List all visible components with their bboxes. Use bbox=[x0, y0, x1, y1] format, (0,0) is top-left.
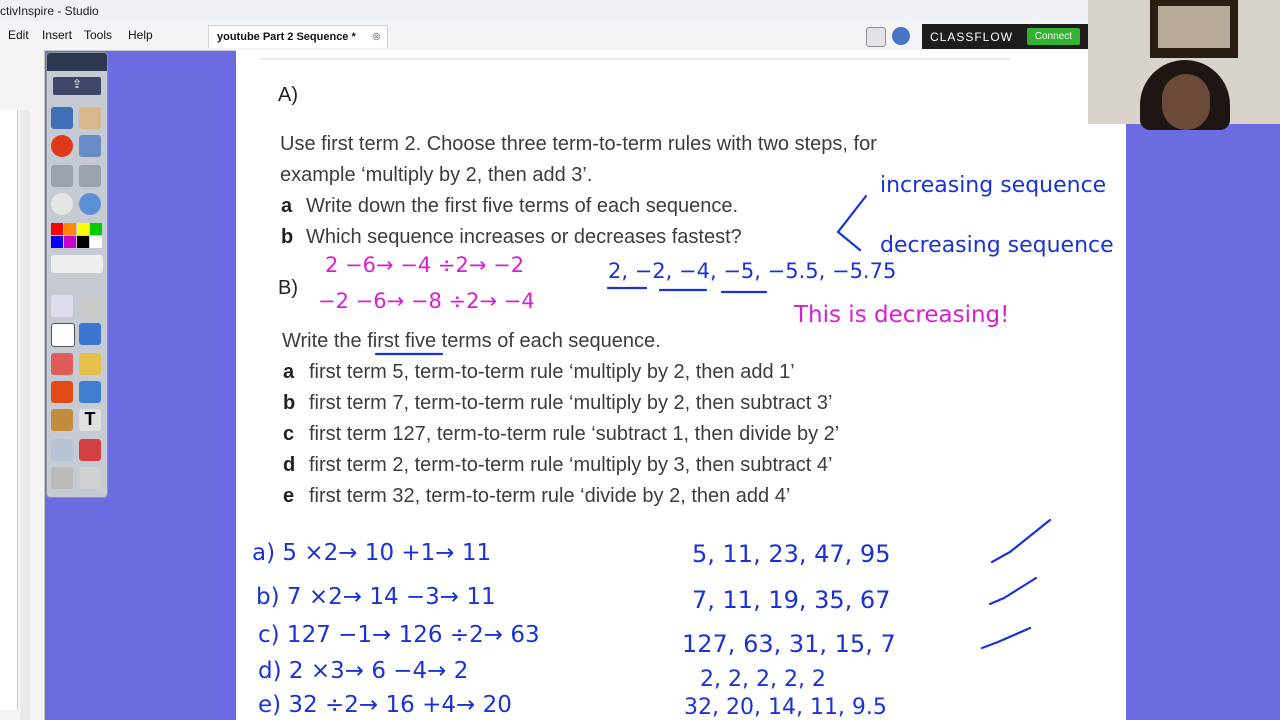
menu-tools[interactable]: Help bbox=[128, 28, 153, 42]
part-a-intro-line2: example ‘multiply by 2, then add 3’. bbox=[280, 164, 593, 186]
answer-a: 5, 11, 23, 47, 95 bbox=[692, 540, 891, 568]
share-icon[interactable]: ⇪ bbox=[53, 77, 101, 95]
part-b-intro: Write the first five terms of each sequence. bbox=[282, 330, 661, 352]
part-a-item-b-letter: b bbox=[281, 226, 294, 248]
work-a: a) 5 ×2→ 10 +1→ 11 bbox=[252, 540, 492, 566]
checkmark-c bbox=[982, 628, 1030, 648]
part-a-item-a-letter: a bbox=[281, 195, 293, 217]
note-seq-top: 2, −2, −4, −5, −5.5, −5.75 bbox=[608, 259, 897, 283]
part-b-item-e-letter: e bbox=[283, 485, 295, 507]
connect-button[interactable]: Connect bbox=[1027, 28, 1080, 45]
menu-view[interactable]: Insert bbox=[42, 28, 73, 42]
part-b-item-c-letter: c bbox=[283, 423, 295, 445]
part-b-item-c-text: first term 127, term-to-term rule ‘subtract 1, then divide by 2’ bbox=[309, 423, 840, 445]
part-a-item-a-text: Write down the first five terms of each sequence. bbox=[306, 195, 739, 217]
note-magenta-row2: −2 −6→ −8 ÷2→ −4 bbox=[318, 289, 535, 313]
answer-e: 32, 20, 14, 11, 9.5 bbox=[684, 695, 887, 720]
work-e: e) 32 ÷2→ 16 +4→ 20 bbox=[258, 692, 512, 718]
tab-close-icon[interactable]: ⊗ bbox=[371, 31, 381, 43]
window-title: ctivInspire - Studio bbox=[0, 4, 99, 18]
note-magenta-row1: 2 −6→ −4 ÷2→ −2 bbox=[325, 253, 525, 277]
bracket-arrow bbox=[838, 196, 866, 250]
menu-insert[interactable]: Tools bbox=[84, 28, 113, 42]
answer-d: 2, 2, 2, 2, 2 bbox=[700, 667, 826, 692]
work-c: c) 127 −1→ 126 ÷2→ 63 bbox=[258, 622, 540, 648]
work-b: b) 7 ×2→ 14 −3→ 11 bbox=[256, 584, 496, 610]
answer-c: 127, 63, 31, 15, 7 bbox=[682, 630, 896, 658]
checkmark-a bbox=[992, 520, 1050, 562]
part-b-item-b-text: first term 7, term-to-term rule ‘multiply by 2, then subtract 3’ bbox=[309, 392, 833, 414]
part-b-item-a-text: first term 5, term-to-term rule ‘multiply by 2, then add 1’ bbox=[309, 361, 795, 383]
note-decreasing: decreasing sequence bbox=[880, 233, 1114, 258]
part-b-label: B) bbox=[278, 277, 298, 299]
part-a-intro-line1: Use first term 2. Choose three term-to-term rules with two steps, for bbox=[280, 133, 877, 155]
checkmark-b bbox=[990, 578, 1036, 604]
part-a-label: A) bbox=[278, 84, 298, 106]
part-b-item-d-letter: d bbox=[283, 454, 296, 476]
classflow-logo: CLASSFLOW bbox=[930, 30, 1014, 44]
wall-picture bbox=[1150, 0, 1238, 58]
note-increasing: increasing sequence bbox=[880, 173, 1107, 198]
part-b-item-a-letter: a bbox=[283, 361, 295, 383]
presenter-face bbox=[1162, 74, 1210, 130]
part-b-item-e-text: first term 32, term-to-term rule ‘divide by 2, then add 4’ bbox=[309, 485, 791, 507]
menu-edit[interactable]: Edit bbox=[8, 28, 29, 42]
part-b-item-b-letter: b bbox=[283, 392, 296, 414]
part-b-item-d-text: first term 2, term-to-term rule ‘multiply by 3, then subtract 4’ bbox=[309, 454, 833, 476]
text-icon[interactable]: T bbox=[79, 409, 101, 431]
tab-document-label: youtube Part 2 Sequence * bbox=[217, 31, 356, 43]
part-a-item-b-text: Which sequence increases or decreases fastest? bbox=[306, 226, 742, 248]
note-this-is-decreasing: This is decreasing! bbox=[794, 302, 1010, 328]
work-d: d) 2 ×3→ 6 −4→ 2 bbox=[258, 658, 469, 684]
answer-b: 7, 11, 19, 35, 67 bbox=[692, 586, 891, 614]
